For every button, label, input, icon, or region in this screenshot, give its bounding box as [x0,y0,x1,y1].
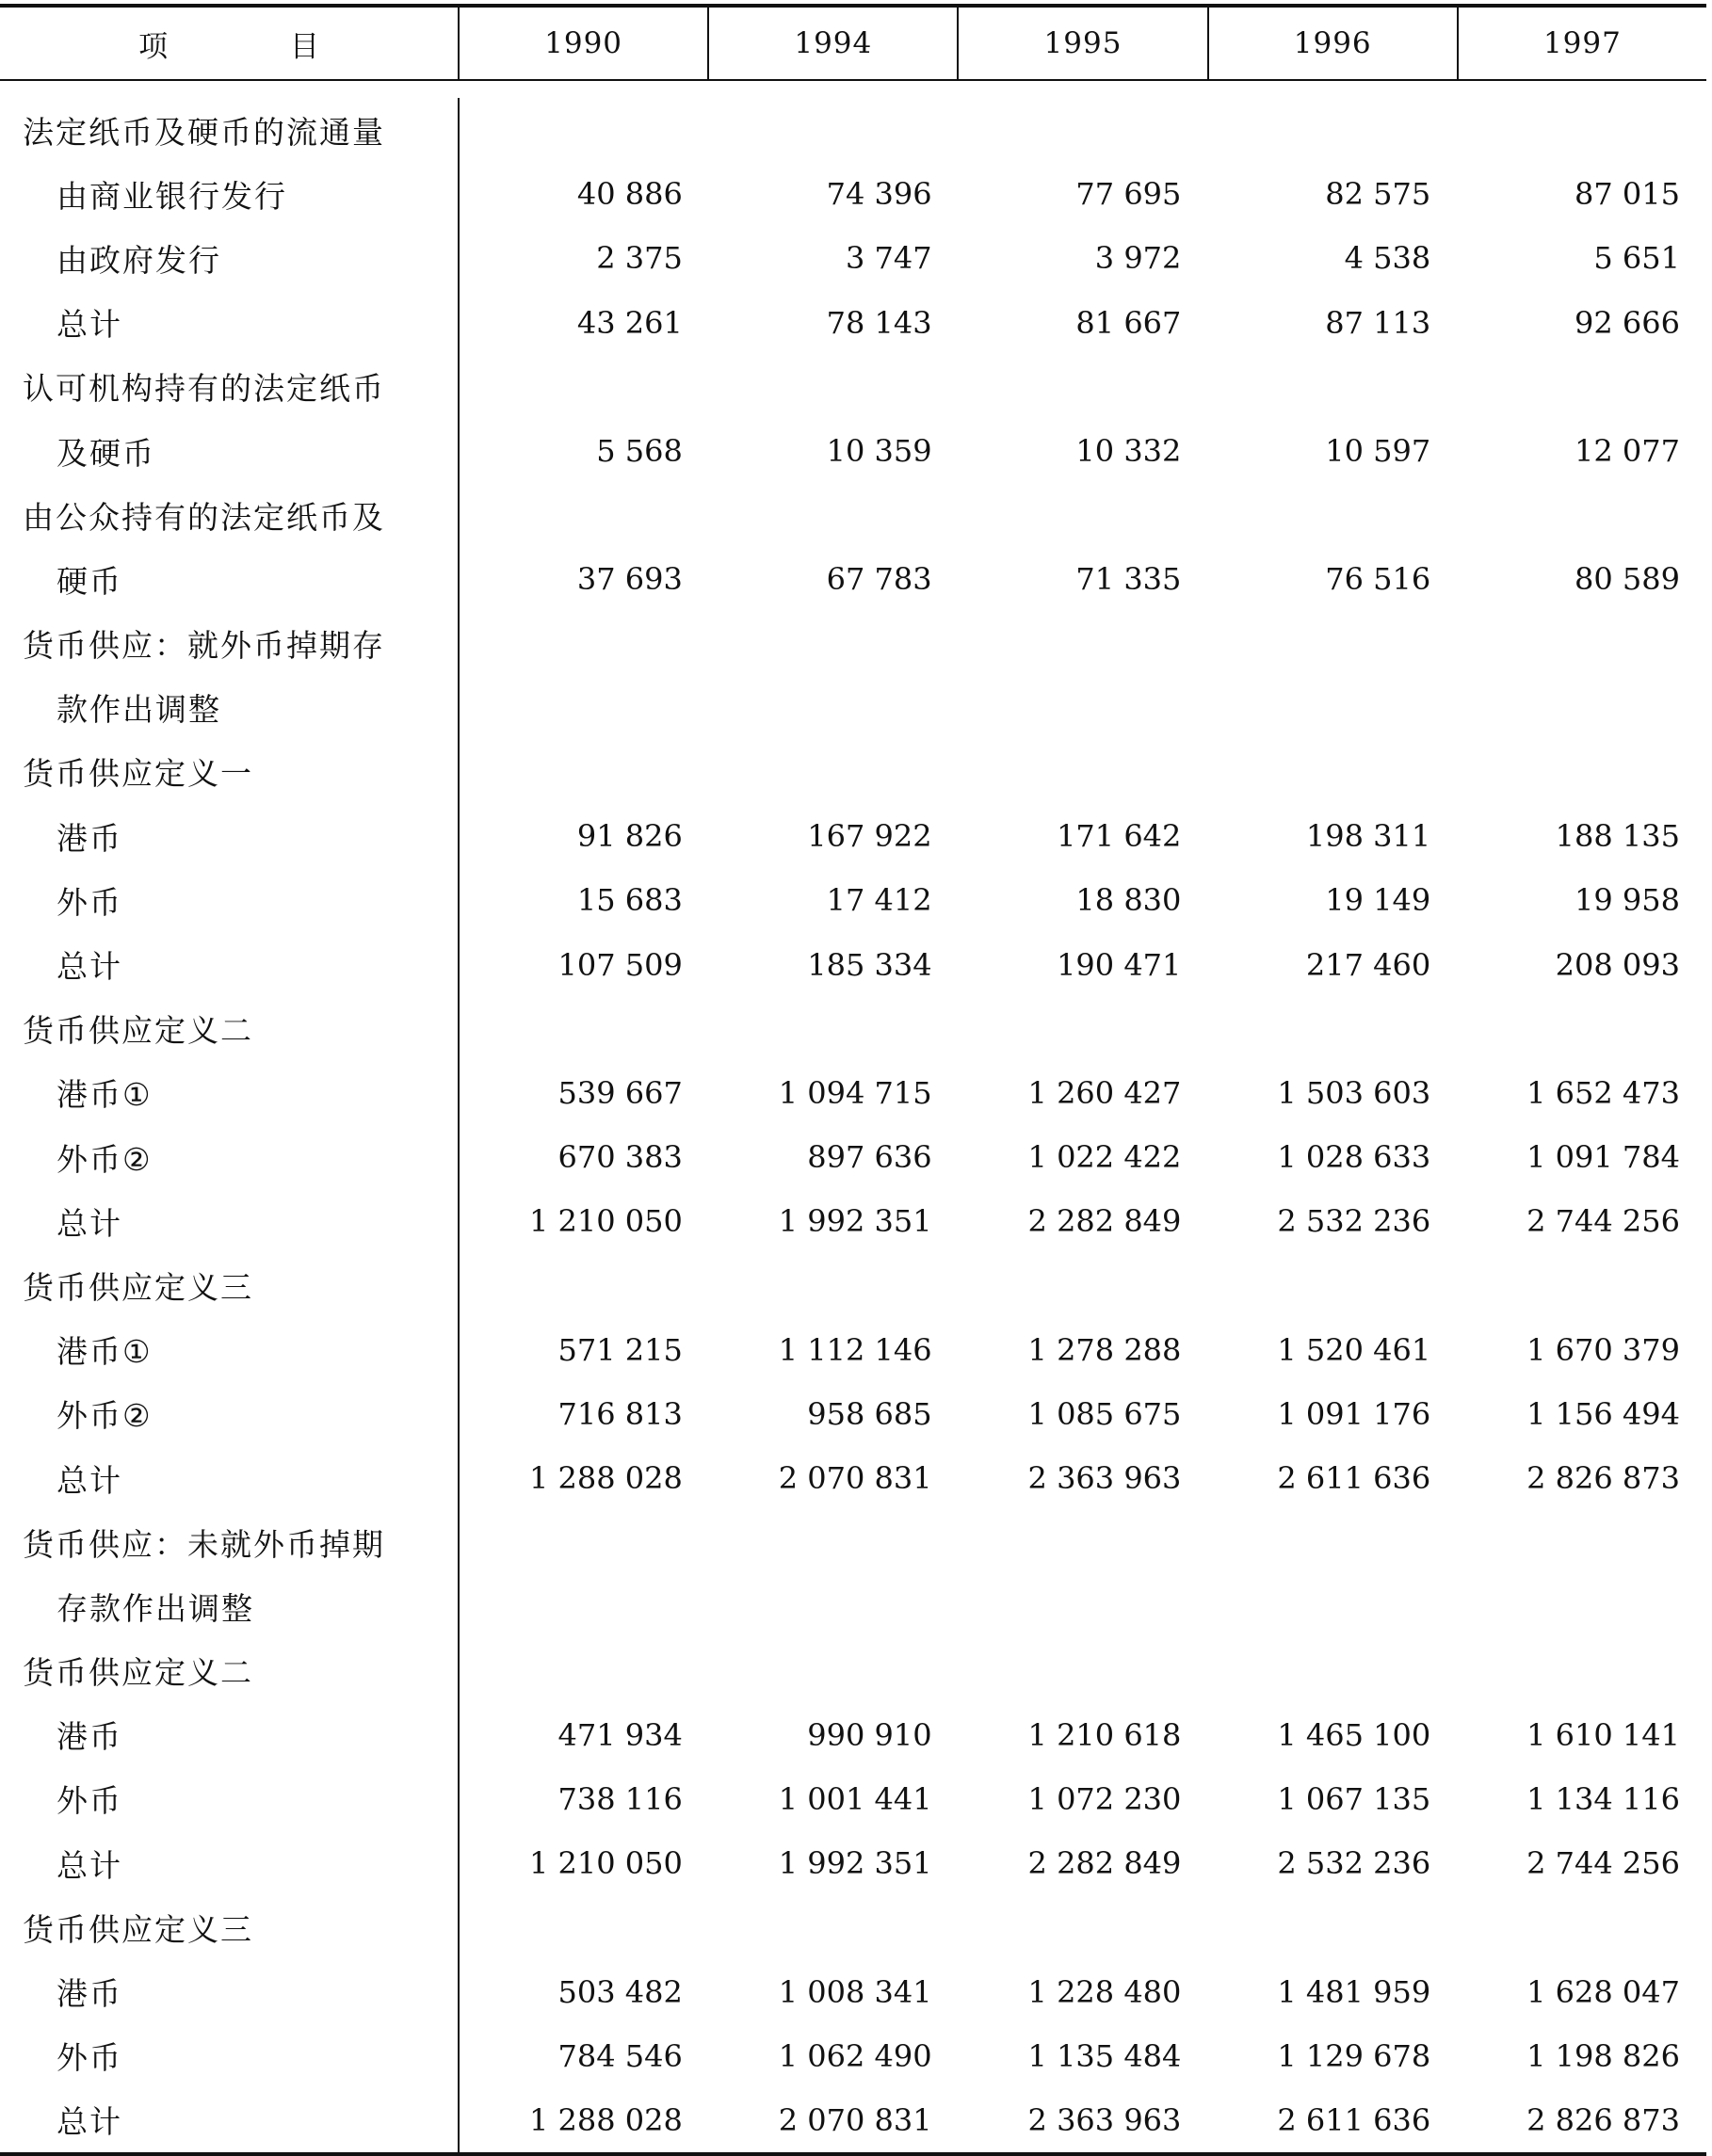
table-row [0,1510,1706,1574]
table-row [0,1382,1706,1446]
row-values [458,162,1706,226]
row-values [458,1125,1706,1189]
value-cell: 2 532 236 [1277,1845,1431,1882]
row-values [458,1318,1706,1382]
table-row [0,1061,1706,1125]
row-values [458,1895,1706,1959]
value-cell: 2 826 873 [1526,2101,1680,2138]
table-row [0,1318,1706,1382]
value-cell: 1 135 484 [1027,2037,1182,2074]
value-cell: 1 028 633 [1277,1139,1431,1176]
value-cell: 40 886 [576,176,683,213]
value-cell [709,355,959,419]
value-cell [959,1639,1208,1703]
value-cell: 1 094 715 [778,1074,932,1111]
value-cell: 1 067 135 [1277,1780,1431,1817]
row-values [458,419,1706,483]
value-cell: 92 666 [1575,304,1680,341]
row-values [458,1189,1706,1253]
value-cell: 3 747 [845,240,932,277]
value-cell: 2 363 963 [1027,2101,1182,2138]
value-cell: 1 670 379 [1526,1331,1680,1368]
value-cell: 1 503 603 [1277,1074,1431,1111]
value-cell [1457,1895,1706,1959]
value-cell: 10 332 [1075,433,1182,470]
value-cell: 2 282 849 [1027,1845,1182,1882]
row-label: 外币 [57,1782,122,1820]
value-cell: 5 568 [596,433,683,470]
value-cell: 1 652 473 [1526,1074,1680,1111]
value-cell [1207,612,1457,676]
value-cell [460,1510,709,1574]
value-cell: 784 546 [557,2037,683,2074]
value-cell [959,1510,1208,1574]
value-cell: 2 375 [596,240,683,277]
row-label: 货币供应：未就外币掉期 [23,1525,385,1563]
value-cell [1207,1510,1457,1574]
row-values [458,1574,1706,1638]
value-cell: 1 210 050 [528,1203,683,1240]
value-cell: 958 685 [807,1395,932,1432]
value-cell: 3 972 [1094,240,1182,277]
row-label: 总计 [57,2103,122,2141]
row-values [458,1253,1706,1317]
value-cell: 71 335 [1075,561,1182,598]
value-cell: 2 070 831 [778,1460,932,1497]
row-values [458,868,1706,932]
row-label: 货币供应定义三 [23,1268,253,1306]
value-cell [959,740,1208,804]
value-cell [959,483,1208,547]
value-cell [1207,1574,1457,1638]
value-cell: 1 210 618 [1027,1716,1182,1753]
value-cell: 1 481 959 [1277,1973,1431,2010]
value-cell [460,676,709,740]
value-cell: 190 471 [1057,946,1182,983]
row-label: 外币② [57,1397,153,1435]
value-cell [709,483,959,547]
value-cell: 2 611 636 [1277,1460,1431,1497]
row-values [458,1510,1706,1574]
value-cell: 1 134 116 [1526,1780,1680,1817]
table-row [0,2088,1706,2152]
value-cell [1457,612,1706,676]
value-cell: 15 683 [576,882,683,919]
row-label: 港币 [57,1975,122,2013]
value-cell: 2 070 831 [778,2101,932,2138]
value-cell [709,612,959,676]
value-cell: 37 693 [576,561,683,598]
value-cell: 208 093 [1555,946,1680,983]
row-label: 港币 [57,819,122,857]
row-label: 货币供应定义二 [23,1012,253,1050]
value-cell: 10 597 [1325,433,1431,470]
value-cell [460,355,709,419]
value-cell [709,1510,959,1574]
value-cell: 1 198 826 [1526,2037,1680,2074]
value-cell: 80 589 [1575,561,1680,598]
table-row [0,2024,1706,2088]
value-cell [460,997,709,1061]
row-values [458,740,1706,804]
row-label: 港币① [57,1076,153,1114]
value-cell: 1 278 288 [1027,1331,1182,1368]
row-label: 港币 [57,1718,122,1756]
row-label: 货币供应定义二 [23,1654,253,1692]
value-cell: 716 813 [557,1395,683,1432]
row-values [458,997,1706,1061]
value-cell: 2 282 849 [1027,1203,1182,1240]
value-cell [959,1895,1208,1959]
table-row [0,98,1706,162]
value-cell [959,1253,1208,1317]
value-cell: 188 135 [1555,818,1680,855]
value-cell [1207,1639,1457,1703]
value-cell [1207,740,1457,804]
value-cell: 74 396 [826,176,932,213]
value-cell: 1 992 351 [778,1845,932,1882]
row-label: 由商业银行发行 [57,177,287,215]
value-cell [1457,1574,1706,1638]
value-cell [709,997,959,1061]
row-values [458,483,1706,547]
value-cell: 1 022 422 [1027,1139,1182,1176]
value-cell [959,355,1208,419]
row-values [458,291,1706,355]
value-cell [959,98,1208,162]
value-cell: 18 830 [1075,882,1182,919]
row-label: 硬币 [57,562,122,600]
value-cell [709,676,959,740]
table-row [0,676,1706,740]
value-cell [1457,1639,1706,1703]
value-cell: 198 311 [1305,818,1431,855]
row-values [458,1639,1706,1703]
row-label: 款作出调整 [57,691,221,729]
value-cell: 1 992 351 [778,1203,932,1240]
table-row [0,355,1706,419]
table-body [0,81,1706,2152]
value-cell: 2 744 256 [1526,1203,1680,1240]
value-cell [1457,483,1706,547]
row-values [458,547,1706,611]
value-cell: 19 958 [1575,882,1680,919]
table-row [0,868,1706,932]
value-cell [460,98,709,162]
value-cell: 1 260 427 [1027,1074,1182,1111]
table-row [0,1446,1706,1510]
value-cell: 738 116 [557,1780,683,1817]
row-label: 港币① [57,1333,153,1371]
row-label: 货币供应定义一 [23,755,253,793]
value-cell: 571 215 [557,1331,683,1368]
header-item-column: 项 目 [138,29,376,64]
table-row [0,997,1706,1061]
row-label: 外币 [57,2039,122,2077]
row-label: 由公众持有的法定纸币及 [23,498,385,536]
row-values [458,932,1706,996]
value-cell: 87 113 [1325,304,1431,341]
table-row [0,1959,1706,2023]
value-cell: 78 143 [826,304,932,341]
row-values [458,1767,1706,1831]
table-row [0,1574,1706,1638]
value-cell: 1 465 100 [1277,1716,1431,1753]
value-cell: 17 412 [826,882,932,919]
value-cell: 12 077 [1575,433,1680,470]
value-cell: 1 228 480 [1027,1973,1182,2010]
value-cell: 10 359 [826,433,932,470]
value-cell: 1 288 028 [528,1460,683,1497]
value-cell [460,740,709,804]
row-values [458,2088,1706,2152]
header-year-1997: 1997 [1457,8,1706,79]
table-row [0,1895,1706,1959]
value-cell [959,676,1208,740]
value-cell [460,483,709,547]
table-row [0,1189,1706,1253]
value-cell [1207,1253,1457,1317]
value-cell: 77 695 [1075,176,1182,213]
row-label: 货币供应：就外币掉期存 [23,627,385,665]
value-cell: 897 636 [807,1139,932,1176]
row-values [458,1446,1706,1510]
row-label: 总计 [57,1461,122,1499]
value-cell: 19 149 [1325,882,1431,919]
table-row [0,612,1706,676]
value-cell: 107 509 [557,946,683,983]
row-label: 货币供应定义三 [23,1910,253,1948]
value-cell: 171 642 [1057,818,1182,855]
value-cell [959,997,1208,1061]
row-values [458,1703,1706,1767]
row-values [458,1959,1706,2023]
value-cell: 2 363 963 [1027,1460,1182,1497]
value-cell: 2 611 636 [1277,2101,1431,2138]
value-cell [1457,740,1706,804]
row-label: 存款作出调整 [57,1589,254,1627]
value-cell: 76 516 [1325,561,1431,598]
value-cell [1457,1510,1706,1574]
row-values [458,612,1706,676]
value-cell: 1 520 461 [1277,1331,1431,1368]
value-cell: 1 001 441 [778,1780,932,1817]
table-row [0,804,1706,868]
value-cell: 503 482 [557,1973,683,2010]
row-label: 总计 [57,1204,122,1242]
value-cell: 87 015 [1575,176,1680,213]
value-cell: 1 628 047 [1526,1973,1680,2010]
row-label: 及硬币 [57,434,155,472]
row-label: 认可机构持有的法定纸币 [23,370,385,408]
header-year-1995: 1995 [957,8,1206,79]
table-row [0,162,1706,226]
value-cell: 1 072 230 [1027,1780,1182,1817]
row-values [458,804,1706,868]
table-row [0,547,1706,611]
value-cell: 91 826 [576,818,683,855]
value-cell: 1 129 678 [1277,2037,1431,2074]
table-row [0,932,1706,996]
value-cell: 2 744 256 [1526,1845,1680,1882]
table-row [0,1125,1706,1189]
table-row [0,1767,1706,1831]
value-cell: 1 112 146 [778,1331,932,1368]
value-cell: 2 826 873 [1526,1460,1680,1497]
row-values [458,355,1706,419]
value-cell: 670 383 [557,1139,683,1176]
value-cell [1207,997,1457,1061]
row-values [458,226,1706,290]
value-cell [709,1639,959,1703]
row-values [458,1382,1706,1446]
row-values [458,1061,1706,1125]
value-cell: 167 922 [807,818,932,855]
row-label: 总计 [57,948,122,986]
value-cell [1207,676,1457,740]
value-cell: 81 667 [1075,304,1182,341]
value-cell [460,1639,709,1703]
value-cell: 43 261 [576,304,683,341]
value-cell: 1 610 141 [1526,1716,1680,1753]
row-label: 法定纸币及硬币的流通量 [23,113,385,151]
value-cell [959,1574,1208,1638]
value-cell [460,1895,709,1959]
value-cell [1457,676,1706,740]
value-cell [709,1574,959,1638]
value-cell: 2 532 236 [1277,1203,1431,1240]
row-label: 总计 [57,306,122,344]
row-label: 外币② [57,1140,153,1178]
header-year-1994: 1994 [707,8,957,79]
table-row [0,226,1706,290]
value-cell: 990 910 [807,1716,932,1753]
table-row [0,419,1706,483]
value-cell: 1 085 675 [1027,1395,1182,1432]
value-cell: 1 156 494 [1526,1395,1680,1432]
value-cell [959,612,1208,676]
table-header [0,8,1706,81]
header-year-1990: 1990 [458,8,707,79]
money-supply-table [0,4,1706,2156]
value-cell: 185 334 [807,946,932,983]
value-cell: 1 091 784 [1526,1139,1680,1176]
value-cell: 1 210 050 [528,1845,683,1882]
table-row [0,1831,1706,1895]
table-row [0,1703,1706,1767]
table-row [0,291,1706,355]
row-values [458,98,1706,162]
table-row [0,740,1706,804]
value-cell [709,98,959,162]
value-cell: 5 651 [1593,240,1680,277]
value-cell: 82 575 [1325,176,1431,213]
value-cell: 1 091 176 [1277,1395,1431,1432]
table-row [0,1253,1706,1317]
value-cell: 217 460 [1305,946,1431,983]
value-cell [1207,483,1457,547]
value-cell [460,612,709,676]
value-cell [709,740,959,804]
row-values [458,676,1706,740]
value-cell [709,1895,959,1959]
value-cell: 1 288 028 [528,2101,683,2138]
value-cell [1457,98,1706,162]
value-cell: 1 062 490 [778,2037,932,2074]
value-cell [1457,1253,1706,1317]
table-row [0,1639,1706,1703]
table-row [0,483,1706,547]
value-cell: 67 783 [826,561,932,598]
row-values [458,1831,1706,1895]
value-cell [1457,355,1706,419]
value-cell [709,1253,959,1317]
value-cell [1207,98,1457,162]
value-cell [460,1574,709,1638]
header-year-1996: 1996 [1207,8,1457,79]
row-label: 外币 [57,883,122,921]
value-cell: 471 934 [557,1716,683,1753]
row-label: 总计 [57,1846,122,1884]
row-values [458,2024,1706,2088]
value-cell [1457,997,1706,1061]
value-cell: 539 667 [557,1074,683,1111]
value-cell: 1 008 341 [778,1973,932,2010]
value-cell [1207,1895,1457,1959]
row-label: 由政府发行 [57,241,221,279]
value-cell [460,1253,709,1317]
value-cell: 4 538 [1344,240,1431,277]
value-cell [1207,355,1457,419]
